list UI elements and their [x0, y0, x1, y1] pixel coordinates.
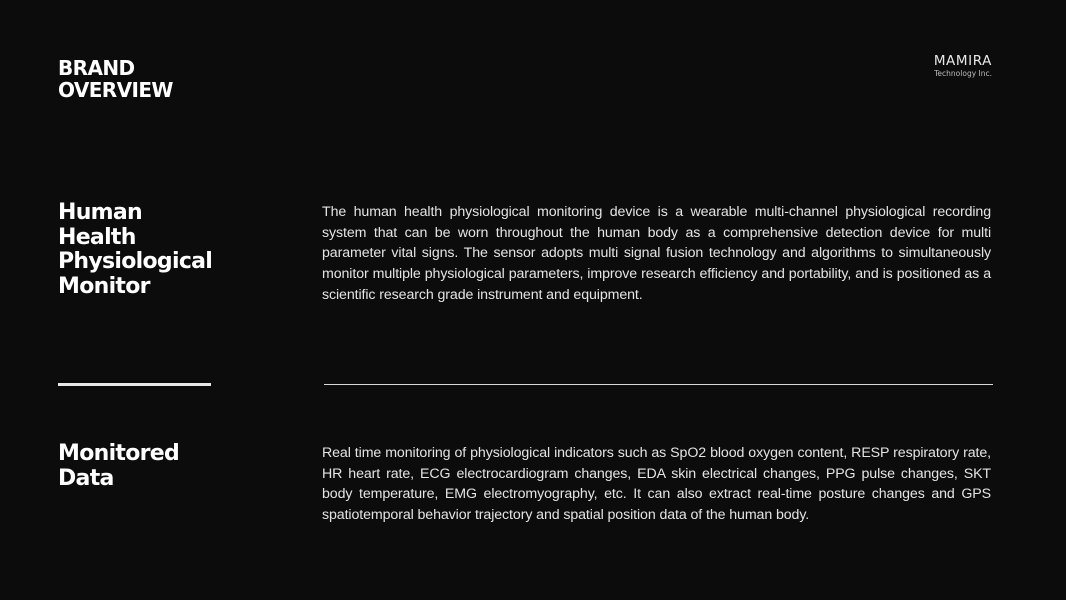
section-body-monitored-data: Real time monitoring of physiological indicators such as SpO2 blood oxygen content, RESP respiratory rate, HR heart rate, ECG electrocardiogram changes, EDA skin electrical changes, PPG pulse changes, SKT body temperature, EMG electromyography, etc. It can also extract real-time posture changes and GPS spatiotemporal behavior trajectory and spatial position data of the human body. — [322, 445, 991, 524]
section-body-monitor: The human health physiological monitoring device is a wearable multi-channel physiological recording system that can be worn throughout the human body as a comprehensive detection device for multi parameter vital signs. The sensor adopts multi signal fusion technology and algorithms to simultaneously monitor multiple physiological parameters, improve research efficiency and portability, and is positioned as a scientific research grade instrument and equipment. — [322, 204, 991, 303]
company-name: MAMIRA — [933, 53, 992, 69]
company-subtitle: Technology Inc. — [934, 69, 992, 78]
divider-line — [324, 384, 993, 385]
brand-overview-title: BRAND OVERVIEW — [58, 56, 173, 102]
section-title-monitored-data: Monitored Data — [58, 441, 180, 491]
divider-accent — [58, 383, 211, 386]
company-logo — [934, 53, 992, 79]
section-title-monitor: Human Health Physiological Monitor — [58, 200, 213, 299]
